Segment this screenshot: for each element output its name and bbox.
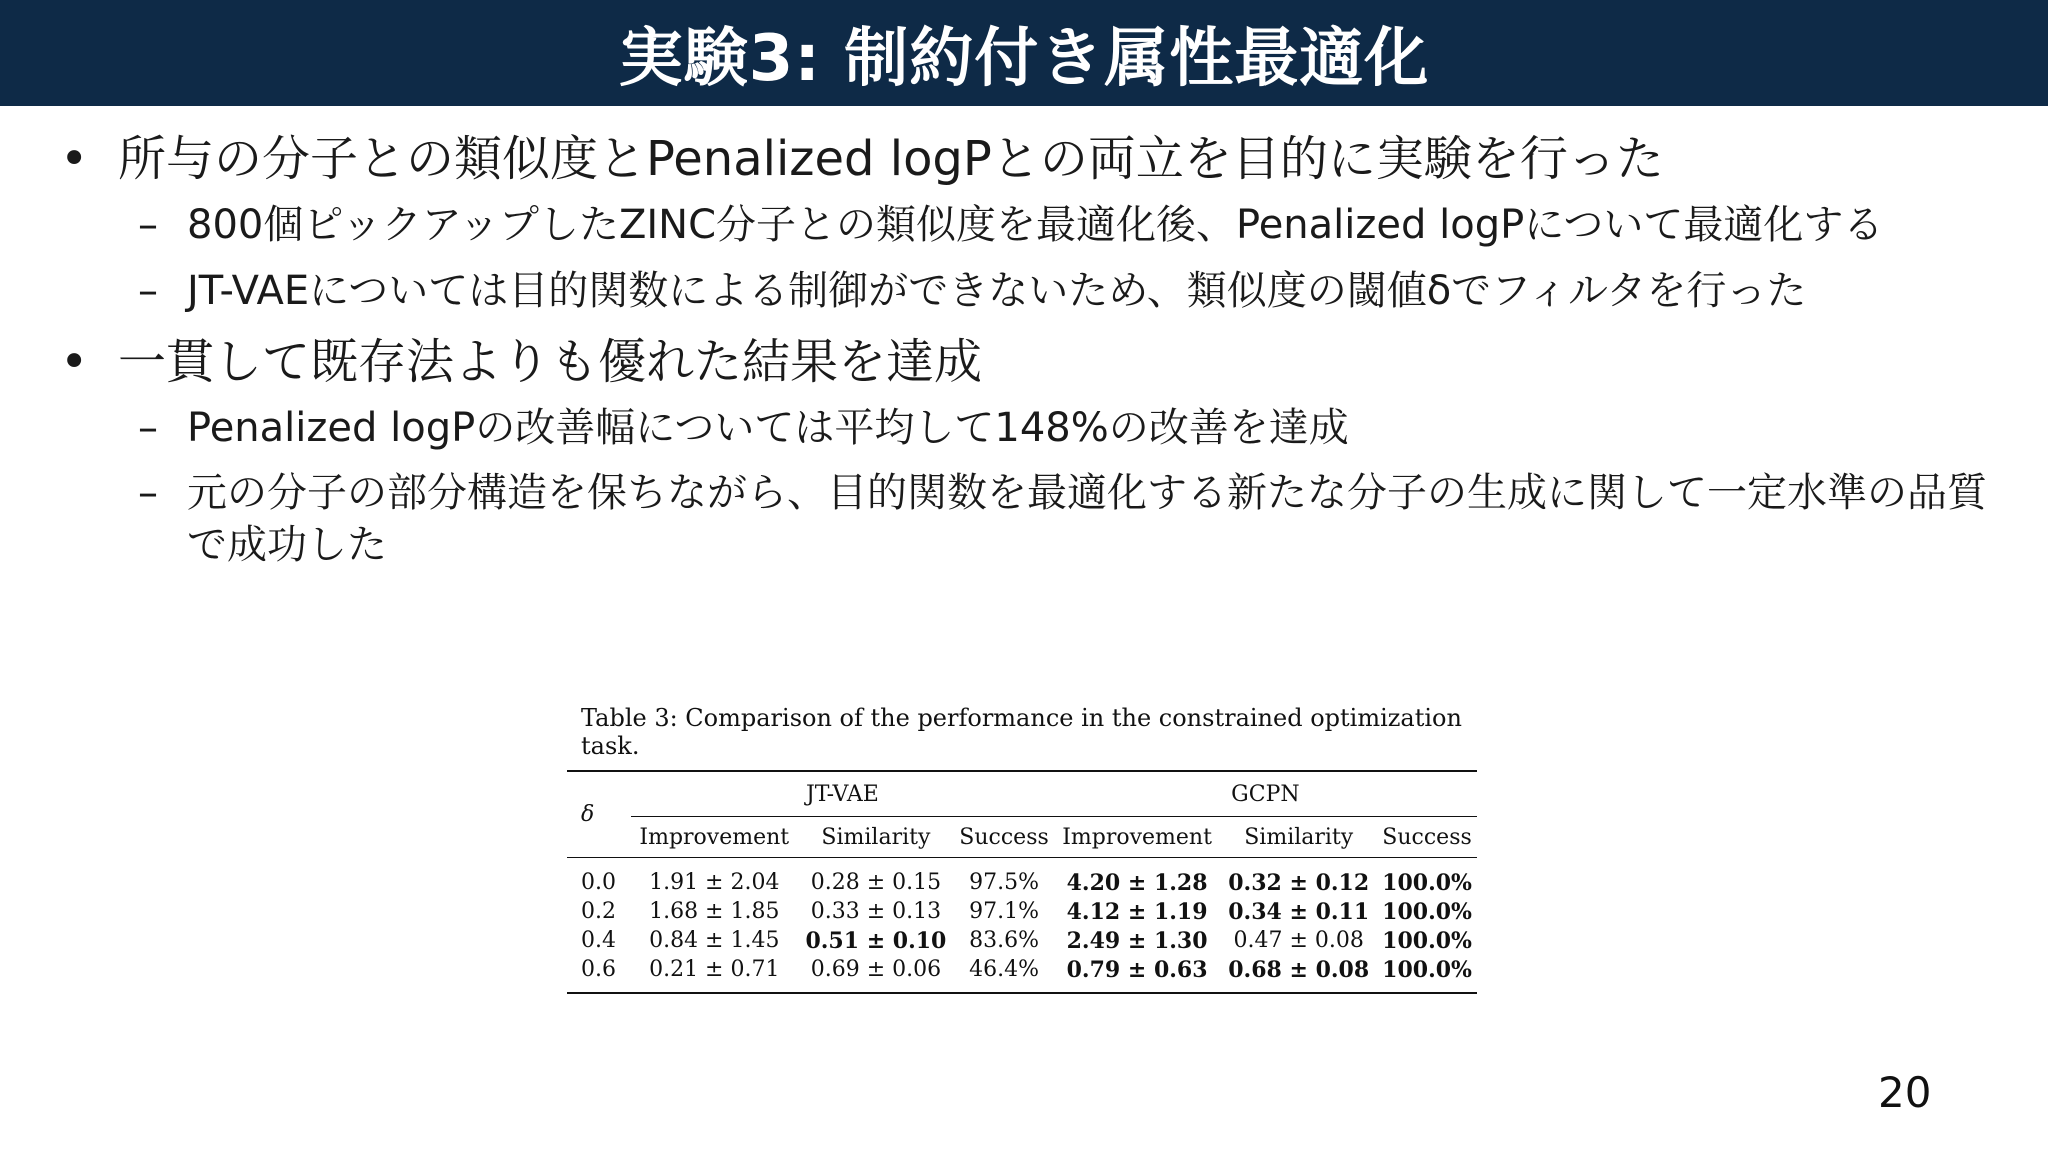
sub-bullet-marker: – bbox=[138, 405, 158, 452]
table-cell: 0.28 ± 0.15 bbox=[810, 870, 942, 895]
results-table-figure bbox=[567, 704, 1477, 994]
table-row bbox=[567, 955, 1477, 993]
slide-title-bar bbox=[0, 0, 2048, 106]
delta-cell: 0.0 bbox=[581, 870, 616, 895]
table-cell: 0.21 ± 0.71 bbox=[649, 957, 780, 982]
table-cell: 97.1% bbox=[969, 899, 1039, 924]
table-cell: 100.0% bbox=[1382, 927, 1472, 954]
table-cell: 0.69 ± 0.06 bbox=[810, 957, 942, 982]
sub-bullet-item bbox=[0, 200, 1987, 251]
delta-header: δ bbox=[581, 802, 595, 827]
table-caption: Table 3: Comparison of the performance in the constrained optimization task. bbox=[581, 704, 1462, 760]
table-row bbox=[567, 926, 1477, 955]
slide-body bbox=[0, 128, 2048, 585]
table-cell: 1.68 ± 1.85 bbox=[649, 899, 780, 924]
sub-bullet-text: JT-VAEについては目的関数による制御ができないため、類似度の閾値δでフィルタを行った bbox=[187, 267, 1807, 314]
table-body bbox=[567, 858, 1477, 994]
results-table bbox=[567, 770, 1477, 994]
table-cell: 0.51 ± 0.10 bbox=[805, 927, 947, 954]
column-header: Improvement bbox=[639, 824, 790, 850]
table-group-header-row bbox=[567, 771, 1477, 817]
table-cell: 0.84 ± 1.45 bbox=[649, 928, 780, 953]
bullet-marker: • bbox=[60, 131, 89, 187]
column-header: Similarity bbox=[1244, 824, 1354, 850]
delta-cell: 0.6 bbox=[581, 957, 616, 982]
table-row bbox=[567, 897, 1477, 926]
sub-bullet-text: Penalized logPの改善幅については平均して148%の改善を達成 bbox=[187, 405, 1349, 452]
table-cell: 1.91 ± 2.04 bbox=[649, 870, 780, 895]
table-cell: 0.33 ± 0.13 bbox=[810, 899, 942, 924]
sub-bullet-item bbox=[0, 468, 1987, 570]
table-row bbox=[567, 858, 1477, 898]
bullet-text: 一貫して既存法よりも優れた結果を達成 bbox=[118, 333, 983, 390]
sub-bullet-item bbox=[0, 266, 1987, 317]
sub-bullet-marker: – bbox=[138, 470, 158, 517]
bullet-marker: • bbox=[60, 333, 89, 390]
table-cell: 2.49 ± 1.30 bbox=[1066, 927, 1208, 954]
bullet-text: 所与の分子との類似度とPenalized logPとの両立を目的に実験を行った bbox=[118, 131, 1664, 187]
group-header-jtvae: JT-VAE bbox=[631, 771, 1054, 817]
table-cell: 0.32 ± 0.12 bbox=[1228, 869, 1370, 896]
table-cell: 100.0% bbox=[1382, 956, 1472, 983]
table-cell: 0.34 ± 0.11 bbox=[1228, 898, 1370, 925]
bullet-item bbox=[0, 128, 1998, 190]
slide-title: 実験3: 制約付き属性最適化 bbox=[618, 22, 1430, 96]
table-cell: 0.47 ± 0.08 bbox=[1233, 928, 1364, 953]
sub-bullet-item bbox=[0, 403, 1987, 454]
bullet-item bbox=[0, 331, 1998, 393]
group-header-gcpn: GCPN bbox=[1054, 771, 1477, 817]
table-cell: 4.20 ± 1.28 bbox=[1066, 869, 1208, 896]
delta-cell: 0.4 bbox=[581, 928, 616, 953]
table-cell: 0.68 ± 0.08 bbox=[1228, 956, 1370, 983]
sub-bullet-text: 元の分子の部分構造を保ちながら、目的関数を最適化する新たな分子の生成に関して一定水準の品質で成功した bbox=[187, 470, 1987, 568]
table-cell: 4.12 ± 1.19 bbox=[1066, 898, 1208, 925]
column-header: Improvement bbox=[1062, 824, 1212, 850]
table-cell: 46.4% bbox=[969, 957, 1039, 982]
column-header: Success bbox=[959, 824, 1049, 850]
column-header: Similarity bbox=[821, 824, 931, 850]
delta-cell: 0.2 bbox=[581, 899, 616, 924]
table-cell: 0.79 ± 0.63 bbox=[1066, 956, 1208, 983]
table-cell: 97.5% bbox=[969, 870, 1039, 895]
sub-bullet-text: 800個ピックアップしたZINC分子との類似度を最適化後、Penalized logPについて最適化する bbox=[187, 202, 1884, 249]
table-cell: 100.0% bbox=[1382, 869, 1472, 896]
table-cell: 83.6% bbox=[969, 928, 1039, 953]
sub-bullet-marker: – bbox=[138, 202, 158, 249]
sub-bullet-marker: – bbox=[138, 267, 158, 314]
table-column-header-row bbox=[567, 817, 1477, 858]
table-cell: 100.0% bbox=[1382, 898, 1472, 925]
column-header: Success bbox=[1382, 824, 1472, 850]
page-number: 20 bbox=[1878, 1068, 1932, 1117]
